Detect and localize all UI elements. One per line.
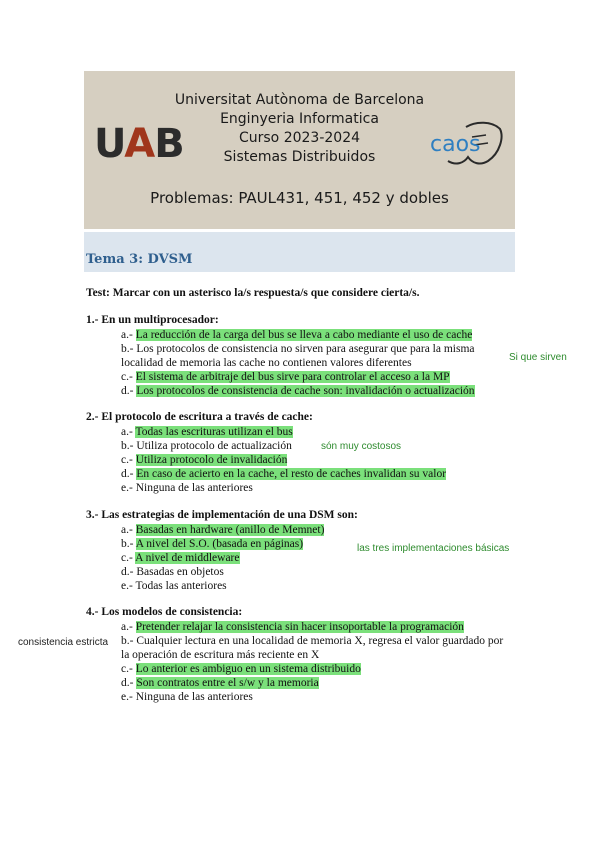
q1-option-c: c.- El sistema de arbitraje del bus sirve para controlar el acceso a la MP bbox=[121, 371, 450, 383]
q4-annotation: consistencia estricta bbox=[18, 637, 109, 648]
degree-name: Enginyeria Informatica bbox=[220, 111, 379, 127]
caos-logo: caos bbox=[426, 119, 506, 169]
q1-annotation: Si que sirven bbox=[509, 352, 567, 363]
q2-option-e: e.- Ninguna de las anteriores bbox=[121, 482, 253, 494]
q2-option-a: a.- Todas las escrituras utilizan el bus bbox=[121, 426, 293, 438]
q2-option-c: c.- Utiliza protocolo de invalidación bbox=[121, 454, 288, 466]
q1-option-d: d.- Los protocolos de consistencia de cache son: invalidación o actualización bbox=[121, 385, 475, 397]
q4-option-c: c.- Lo anterior es ambiguo en un sistema distribuido bbox=[121, 663, 361, 675]
header-banner bbox=[84, 71, 515, 229]
q3-option-c: c.- A nivel de middleware bbox=[121, 552, 240, 564]
q1-option-b: b.- Los protocolos de consistencia no sirven para asegurar que para la misma localidad de memoria las cache no contienen valores diferentes bbox=[121, 343, 475, 369]
q4-option-e: e.- Ninguna de las anteriores bbox=[121, 691, 253, 703]
tema-band bbox=[84, 232, 515, 272]
q2-option-d: d.- En caso de acierto en la cache, el resto de caches invalidan su valor bbox=[121, 468, 447, 480]
question-4-title: 4.- Los modelos de consistencia: bbox=[86, 606, 243, 618]
problems-title: Problemas: PAUL431, 451, 452 y dobles bbox=[150, 189, 449, 207]
question-1-title: 1.- En un multiprocesador: bbox=[86, 314, 219, 326]
instructions: Test: Marcar con un asterisco la/s respuesta/s que considere cierta/s. bbox=[86, 287, 420, 299]
q4-option-a: a.- Pretender relajar la consistencia sin hacer insoportable la programación bbox=[121, 621, 464, 633]
q3-option-e: e.- Todas las anteriores bbox=[121, 580, 227, 592]
uab-logo: UAB bbox=[94, 121, 184, 167]
tema-title: Tema 3: DVSM bbox=[86, 252, 193, 267]
course-year: Curso 2023-2024 bbox=[238, 130, 361, 146]
q1-option-a: a.- La reducción de la carga del bus se lleva a cabo mediante el uso de cache bbox=[121, 329, 473, 341]
subject-name: Sistemas Distribuidos bbox=[223, 149, 376, 165]
question-2-title: 2.- El protocolo de escritura a través de cache: bbox=[86, 411, 313, 423]
q2-option-b: b.- Utiliza protocolo de actualización bbox=[121, 440, 292, 452]
q2-annotation: són muy costosos bbox=[321, 441, 402, 452]
q4-option-d: d.- Son contratos entre el s/w y la memoria bbox=[121, 677, 319, 689]
q3-option-a: a.- Basadas en hardware (anillo de Memnet) bbox=[121, 524, 325, 536]
university-name: Universitat Autònoma de Barcelona bbox=[174, 92, 425, 108]
question-3-title: 3.- Las estrategias de implementación de una DSM son: bbox=[86, 509, 358, 521]
q4-option-b: b.- Cualquier lectura en una localidad de memoria X, regresa el valor guardado por la operación de escritura más reciente en X bbox=[121, 635, 504, 661]
q3-option-b: b.- A nivel del S.O. (basada en páginas) bbox=[121, 538, 304, 550]
q3-annotation: las tres implementaciones básicas bbox=[357, 543, 510, 554]
q3-option-d: d.- Basadas en objetos bbox=[121, 566, 224, 578]
